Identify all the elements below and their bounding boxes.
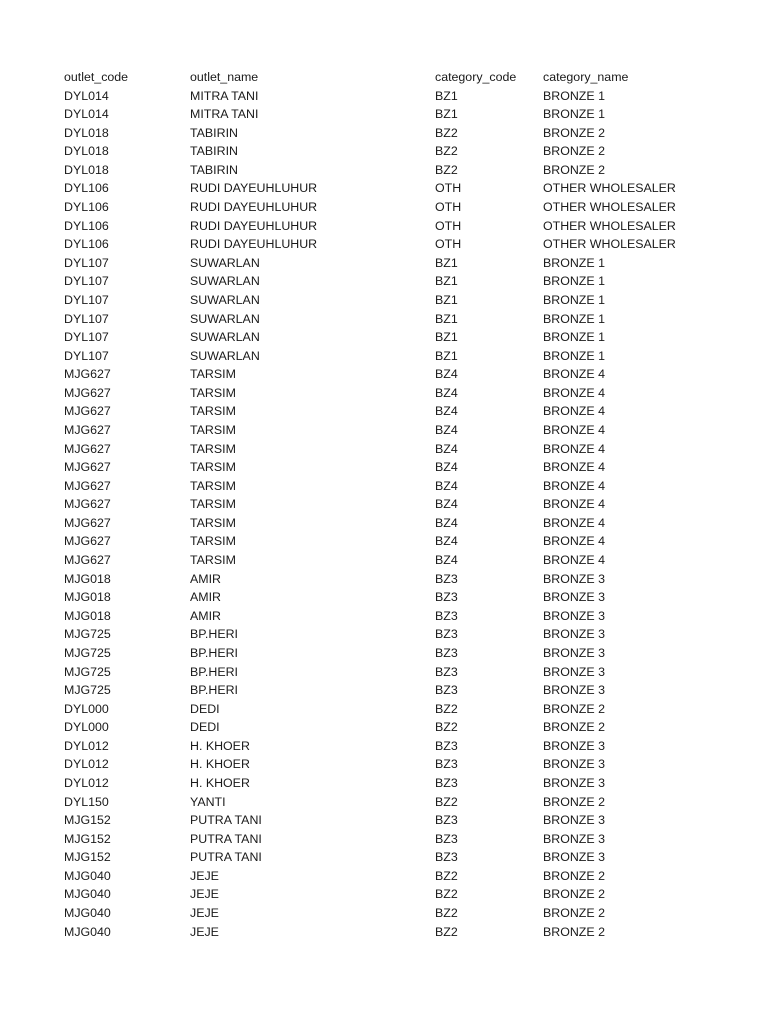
category-code-cell: BZ3 [435, 850, 458, 865]
category-code-cell: BZ4 [435, 422, 458, 437]
outlet-name-cell: H. KHOER [190, 738, 250, 753]
outlet-code-cell: MJG040 [64, 924, 111, 939]
table-row [64, 830, 744, 849]
outlet-name-cell: SUWARLAN [190, 255, 260, 270]
category-code-cell: BZ4 [435, 478, 458, 493]
table-row [64, 495, 744, 514]
category-name-cell: BRONZE 1 [543, 311, 605, 326]
category-name-cell: BRONZE 3 [543, 683, 605, 698]
outlet-code-cell: DYL018 [64, 125, 109, 140]
outlet-name-cell: AMIR [190, 590, 221, 605]
category-name-cell: BRONZE 4 [543, 460, 605, 475]
outlet-name-cell: DEDI [190, 720, 220, 735]
category-code-cell: BZ3 [435, 590, 458, 605]
category-code-cell: BZ4 [435, 515, 458, 530]
category-name-cell: BRONZE 3 [543, 664, 605, 679]
table-row [64, 179, 744, 198]
outlet-code-cell: MJG040 [64, 868, 111, 883]
table-row [64, 700, 744, 719]
outlet-code-cell: DYL107 [64, 292, 109, 307]
category-code-cell: BZ2 [435, 887, 458, 902]
category-code-cell: BZ3 [435, 627, 458, 642]
table-row [64, 885, 744, 904]
outlet-code-cell: MJG627 [64, 515, 111, 530]
outlet-code-cell: MJG725 [64, 645, 111, 660]
outlet-code-cell: DYL106 [64, 181, 109, 196]
category-name-cell: BRONZE 1 [543, 292, 605, 307]
category-code-cell: BZ4 [435, 534, 458, 549]
outlet-name-cell: TABIRIN [190, 144, 238, 159]
category-name-cell: BRONZE 1 [543, 274, 605, 289]
outlet-name-cell: TARSIM [190, 367, 236, 382]
category-name-cell: BRONZE 2 [543, 125, 605, 140]
outlet-name-cell: TARSIM [190, 441, 236, 456]
outlet-code-cell: MJG627 [64, 441, 111, 456]
category-name-cell: OTHER WHOLESALER [543, 237, 676, 252]
outlet-name-cell: SUWARLAN [190, 274, 260, 289]
table-row [64, 718, 744, 737]
category-name-cell: BRONZE 1 [543, 255, 605, 270]
outlet-code-cell: DYL000 [64, 701, 109, 716]
table-row [64, 421, 744, 440]
category-name-cell: BRONZE 2 [543, 906, 605, 921]
table-row [64, 923, 744, 942]
category-code-cell: BZ4 [435, 497, 458, 512]
category-name-cell: BRONZE 1 [543, 348, 605, 363]
outlet-name-cell: TARSIM [190, 385, 236, 400]
outlet-name-cell: RUDI DAYEUHLUHUR [190, 218, 318, 233]
outlet-code-cell: DYL107 [64, 274, 109, 289]
table-row [64, 328, 744, 347]
outlet-code-cell: MJG627 [64, 367, 111, 382]
category-code-cell: BZ3 [435, 571, 458, 586]
category-code-cell: BZ2 [435, 162, 458, 177]
table-row [64, 681, 744, 700]
outlet-code-cell: MJG627 [64, 497, 111, 512]
outlet-code-cell: DYL018 [64, 144, 109, 159]
outlet-name-cell: RUDI DAYEUHLUHUR [190, 181, 318, 196]
outlet-name-cell: JEJE [190, 906, 219, 921]
header-outlet-name: outlet_name [190, 70, 259, 84]
outlet-name-cell: TARSIM [190, 478, 236, 493]
table-row [64, 904, 744, 923]
outlet-code-cell: DYL012 [64, 757, 109, 772]
table-row [64, 867, 744, 886]
category-name-cell: BRONZE 2 [543, 162, 605, 177]
outlet-name-cell: TARSIM [190, 515, 236, 530]
outlet-code-cell: DYL106 [64, 200, 109, 215]
outlet-code-cell: MJG627 [64, 422, 111, 437]
table-row [64, 402, 744, 421]
category-name-cell: BRONZE 1 [543, 88, 605, 103]
table-row [64, 588, 744, 607]
outlet-name-cell: SUWARLAN [190, 330, 260, 345]
table-row [64, 384, 744, 403]
outlet-name-cell: PUTRA TANI [190, 831, 262, 846]
outlet-code-cell: DYL107 [64, 311, 109, 326]
outlet-code-cell: MJG152 [64, 850, 111, 865]
category-code-cell: BZ1 [435, 88, 458, 103]
outlet-name-cell: TARSIM [190, 534, 236, 549]
outlet-name-cell: TABIRIN [190, 162, 238, 177]
outlet-code-cell: DYL012 [64, 775, 109, 790]
outlet-name-cell: BP.HERI [190, 645, 238, 660]
category-code-cell: BZ1 [435, 348, 458, 363]
table-row [64, 514, 744, 533]
table-body [64, 87, 744, 942]
category-code-cell: BZ4 [435, 441, 458, 456]
outlet-code-cell: MJG627 [64, 460, 111, 475]
outlet-code-cell: MJG725 [64, 683, 111, 698]
table-row [64, 811, 744, 830]
category-name-cell: BRONZE 2 [543, 924, 605, 939]
outlet-code-cell: DYL106 [64, 237, 109, 252]
table-row [64, 254, 744, 273]
category-code-cell: BZ4 [435, 385, 458, 400]
table-row [64, 235, 744, 254]
outlet-name-cell: JEJE [190, 924, 219, 939]
outlet-code-cell: DYL107 [64, 330, 109, 345]
category-code-cell: OTH [435, 237, 462, 252]
header-outlet-code: outlet_code [64, 70, 129, 84]
outlet-name-cell: YANTI [190, 794, 226, 809]
table-row [64, 625, 744, 644]
table-row [64, 663, 744, 682]
table-row [64, 774, 744, 793]
outlet-name-cell: MITRA TANI [190, 107, 259, 122]
category-name-cell: BRONZE 3 [543, 590, 605, 605]
outlet-code-cell: MJG627 [64, 553, 111, 568]
category-name-cell: BRONZE 3 [543, 608, 605, 623]
outlet-code-cell: DYL014 [64, 88, 109, 103]
category-code-cell: OTH [435, 181, 462, 196]
category-name-cell: BRONZE 4 [543, 478, 605, 493]
header-category-code: category_code [435, 70, 517, 84]
outlet-code-cell: MJG018 [64, 571, 111, 586]
table-row [64, 105, 744, 124]
table-row [64, 124, 744, 143]
outlet-name-cell: PUTRA TANI [190, 813, 262, 828]
outlet-name-cell: BP.HERI [190, 627, 238, 642]
category-code-cell: BZ3 [435, 664, 458, 679]
outlet-name-cell: H. KHOER [190, 775, 250, 790]
outlet-name-cell: MITRA TANI [190, 88, 259, 103]
outlet-code-cell: MJG018 [64, 590, 111, 605]
category-name-cell: BRONZE 2 [543, 794, 605, 809]
table-row [64, 737, 744, 756]
outlet-code-cell: DYL012 [64, 738, 109, 753]
table-header-row [64, 68, 744, 87]
category-code-cell: BZ2 [435, 868, 458, 883]
category-name-cell: BRONZE 2 [543, 868, 605, 883]
category-name-cell: BRONZE 2 [543, 720, 605, 735]
category-name-cell: BRONZE 4 [543, 367, 605, 382]
category-code-cell: BZ2 [435, 144, 458, 159]
category-name-cell: BRONZE 3 [543, 813, 605, 828]
outlet-code-cell: MJG627 [64, 478, 111, 493]
category-code-cell: BZ3 [435, 757, 458, 772]
outlet-code-cell: MJG725 [64, 627, 111, 642]
outlet-name-cell: TARSIM [190, 422, 236, 437]
category-code-cell: BZ4 [435, 404, 458, 419]
table-row [64, 217, 744, 236]
table-row [64, 551, 744, 570]
outlet-code-cell: DYL150 [64, 794, 109, 809]
outlet-code-cell: DYL000 [64, 720, 109, 735]
category-code-cell: BZ1 [435, 292, 458, 307]
category-code-cell: BZ2 [435, 924, 458, 939]
outlet-code-cell: MJG152 [64, 813, 111, 828]
category-name-cell: BRONZE 3 [543, 775, 605, 790]
outlet-name-cell: JEJE [190, 887, 219, 902]
category-code-cell: BZ2 [435, 125, 458, 140]
category-name-cell: BRONZE 4 [543, 497, 605, 512]
outlet-name-cell: TARSIM [190, 460, 236, 475]
table-row [64, 440, 744, 459]
category-name-cell: BRONZE 3 [543, 571, 605, 586]
category-code-cell: BZ4 [435, 460, 458, 475]
category-name-cell: OTHER WHOLESALER [543, 181, 676, 196]
outlet-name-cell: JEJE [190, 868, 219, 883]
category-code-cell: BZ4 [435, 367, 458, 382]
table-row [64, 570, 744, 589]
outlet-name-cell: PUTRA TANI [190, 850, 262, 865]
outlet-name-cell: DEDI [190, 701, 220, 716]
category-name-cell: BRONZE 4 [543, 385, 605, 400]
table-row [64, 365, 744, 384]
outlet-code-cell: DYL107 [64, 348, 109, 363]
category-code-cell: OTH [435, 200, 462, 215]
table-row [64, 848, 744, 867]
category-code-cell: BZ1 [435, 107, 458, 122]
table-row [64, 458, 744, 477]
category-code-cell: BZ1 [435, 255, 458, 270]
category-code-cell: BZ3 [435, 831, 458, 846]
outlet-name-cell: TABIRIN [190, 125, 238, 140]
category-code-cell: BZ2 [435, 794, 458, 809]
category-name-cell: BRONZE 3 [543, 627, 605, 642]
outlet-code-cell: MJG040 [64, 887, 111, 902]
category-name-cell: OTHER WHOLESALER [543, 200, 676, 215]
category-code-cell: BZ3 [435, 645, 458, 660]
table-row [64, 291, 744, 310]
category-code-cell: OTH [435, 218, 462, 233]
category-name-cell: BRONZE 2 [543, 144, 605, 159]
outlet-category-table [64, 68, 744, 941]
category-code-cell: BZ3 [435, 608, 458, 623]
category-code-cell: BZ3 [435, 683, 458, 698]
category-name-cell: BRONZE 3 [543, 850, 605, 865]
outlet-code-cell: DYL018 [64, 162, 109, 177]
table-row [64, 644, 744, 663]
outlet-name-cell: TARSIM [190, 497, 236, 512]
outlet-name-cell: H. KHOER [190, 757, 250, 772]
table-row [64, 755, 744, 774]
outlet-name-cell: TARSIM [190, 553, 236, 568]
outlet-name-cell: RUDI DAYEUHLUHUR [190, 237, 318, 252]
category-name-cell: BRONZE 3 [543, 757, 605, 772]
category-code-cell: BZ2 [435, 906, 458, 921]
category-name-cell: OTHER WHOLESALER [543, 218, 676, 233]
outlet-name-cell: AMIR [190, 571, 221, 586]
table-row [64, 347, 744, 366]
category-code-cell: BZ3 [435, 738, 458, 753]
outlet-code-cell: MJG725 [64, 664, 111, 679]
category-name-cell: BRONZE 4 [543, 422, 605, 437]
category-name-cell: BRONZE 4 [543, 534, 605, 549]
table-row [64, 477, 744, 496]
table-row [64, 87, 744, 106]
table-row [64, 272, 744, 291]
category-code-cell: BZ3 [435, 775, 458, 790]
table-row [64, 793, 744, 812]
table-row [64, 161, 744, 180]
outlet-code-cell: MJG627 [64, 534, 111, 549]
category-code-cell: BZ3 [435, 813, 458, 828]
category-code-cell: BZ4 [435, 553, 458, 568]
category-code-cell: BZ2 [435, 701, 458, 716]
outlet-name-cell: BP.HERI [190, 664, 238, 679]
outlet-name-cell: RUDI DAYEUHLUHUR [190, 200, 318, 215]
outlet-name-cell: BP.HERI [190, 683, 238, 698]
outlet-code-cell: MJG040 [64, 906, 111, 921]
table-row [64, 142, 744, 161]
category-name-cell: BRONZE 2 [543, 887, 605, 902]
outlet-code-cell: DYL106 [64, 218, 109, 233]
table-row [64, 310, 744, 329]
outlet-code-cell: DYL107 [64, 255, 109, 270]
outlet-name-cell: TARSIM [190, 404, 236, 419]
outlet-name-cell: SUWARLAN [190, 311, 260, 326]
category-name-cell: BRONZE 4 [543, 553, 605, 568]
category-code-cell: BZ1 [435, 274, 458, 289]
category-name-cell: BRONZE 1 [543, 330, 605, 345]
category-code-cell: BZ1 [435, 330, 458, 345]
category-name-cell: BRONZE 4 [543, 404, 605, 419]
outlet-code-cell: MJG627 [64, 385, 111, 400]
category-code-cell: BZ1 [435, 311, 458, 326]
outlet-name-cell: SUWARLAN [190, 348, 260, 363]
outlet-name-cell: SUWARLAN [190, 292, 260, 307]
category-name-cell: BRONZE 3 [543, 738, 605, 753]
category-name-cell: BRONZE 3 [543, 645, 605, 660]
outlet-code-cell: DYL014 [64, 107, 109, 122]
outlet-code-cell: MJG627 [64, 404, 111, 419]
category-name-cell: BRONZE 3 [543, 831, 605, 846]
header-category-name: category_name [543, 70, 629, 84]
category-name-cell: BRONZE 4 [543, 515, 605, 530]
table-row [64, 198, 744, 217]
category-name-cell: BRONZE 2 [543, 701, 605, 716]
category-code-cell: BZ2 [435, 720, 458, 735]
table-row [64, 607, 744, 626]
category-name-cell: BRONZE 4 [543, 441, 605, 456]
outlet-code-cell: MJG152 [64, 831, 111, 846]
outlet-name-cell: AMIR [190, 608, 221, 623]
table-row [64, 532, 744, 551]
category-name-cell: BRONZE 1 [543, 107, 605, 122]
outlet-code-cell: MJG018 [64, 608, 111, 623]
